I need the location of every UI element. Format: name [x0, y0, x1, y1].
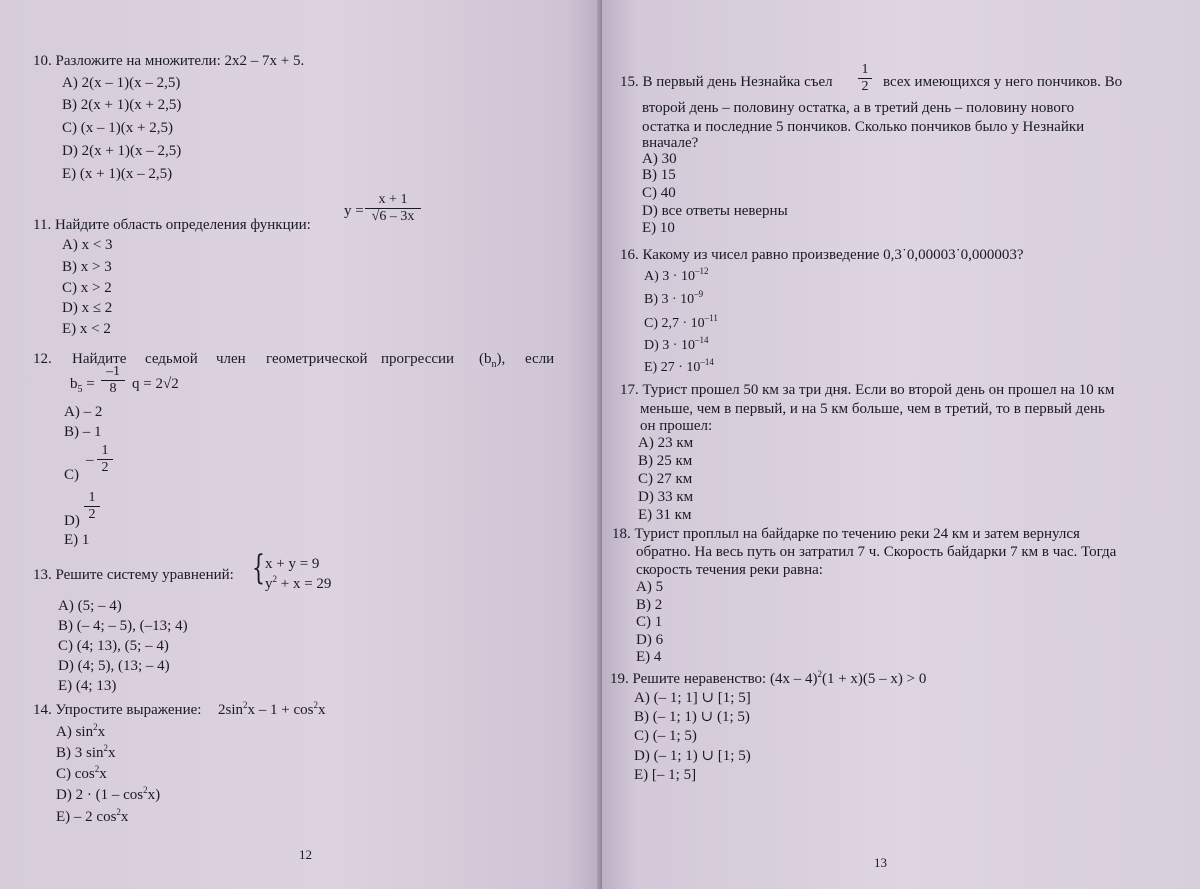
q11-formula-fraction — [365, 192, 421, 225]
q18-line-2: обратно. На весь путь он затратил 7 ч. Скорость байдарки 7 км в час. Тогда — [636, 544, 1117, 560]
q12-word-5: прогрессии — [381, 351, 455, 367]
q13-option-b: B) (– 4; – 5), (–13; 4) — [58, 618, 188, 634]
q12-ratio: q = 2√2 — [132, 376, 179, 392]
q12-option-a: A) – 2 — [64, 404, 103, 420]
q17-option-c: C) 27 км — [638, 471, 693, 487]
q14-option-c: C) $\cos^2x$ — [56, 764, 107, 782]
q15-line-1a: 15. В первый день Незнайка съел — [620, 74, 833, 90]
q12-option-c-numerator: 1 — [97, 443, 113, 460]
q19-option-b: B) (– 1; 1) ∪ (1; 5) — [634, 709, 750, 725]
q10-option-c: C) (x – 1)(x + 2,5) — [62, 120, 173, 136]
q19-option-a: A) (– 1; 1] ∪ [1; 5] — [634, 690, 751, 706]
q14-option-d: D) $2 \cdot (1 - \cos^2x)$ — [56, 785, 161, 803]
q12-number: 12. — [33, 351, 52, 367]
q19-option-d: D) (– 1; 1) ∪ [1; 5) — [634, 748, 751, 764]
q12-b5-lhs: $b_5$ = — [70, 376, 95, 395]
q11-option-c: C) x > 2 — [62, 280, 112, 296]
q12-word-3: член — [216, 351, 246, 367]
q17-option-d: D) 33 км — [638, 489, 694, 505]
q11-formula-lhs: y = — [344, 203, 364, 219]
q18-line-3: скорость течения реки равна: — [636, 562, 823, 578]
q14-option-b: B) 3 $\sin^2x$ — [56, 743, 116, 761]
q15-fraction — [858, 62, 872, 95]
q15-fraction-numerator: 1 — [858, 62, 872, 79]
q17-option-e: E) 31 км — [638, 507, 692, 523]
q10-option-e: E) (x + 1)(x – 2,5) — [62, 166, 173, 182]
q10-option-a: A) 2(x – 1)(x – 2,5) — [62, 75, 181, 91]
right-page — [602, 0, 1200, 889]
q12-option-d-denominator: 2 — [88, 507, 96, 522]
q16-option-a: A) $3 \cdot 10^{-12}$ — [644, 266, 709, 284]
q18-option-c: C) 1 — [636, 614, 663, 630]
q14-option-e: E) – 2 $\cos^2x$ — [56, 807, 129, 825]
q12-option-e: E) 1 — [64, 532, 90, 548]
q11-formula-denominator: √6 – 3x — [371, 209, 415, 224]
q15-option-d: D) все ответы неверны — [642, 203, 788, 219]
q15-line-1b: всех имеющихся у него пончиков. Во — [883, 74, 1123, 90]
q12-option-c-minus: – — [86, 452, 94, 468]
q18-option-e: E) 4 — [636, 649, 662, 665]
q11-option-a: A) x < 3 — [62, 237, 113, 253]
q16-option-d: D) $3 \cdot 10^{-14}$ — [644, 335, 709, 353]
q16-option-b: B) $3 \cdot 10^{-9}$ — [644, 289, 704, 307]
q12-option-b: B) – 1 — [64, 424, 102, 440]
q14-expression: $2\sin^2x - 1 + \cos^2x$ — [218, 700, 326, 718]
q15-line-4: вначале? — [642, 135, 699, 151]
q12-word-4: геометрической — [266, 351, 368, 367]
q13-title: 13. Решите систему уравнений: — [33, 567, 234, 583]
q17-line-2: меньше, чем в первый, и на 5 км больше, чем в третий, то в первый день — [640, 401, 1105, 417]
q19-option-c: C) (– 1; 5) — [634, 728, 697, 744]
q13-system-brace: { — [252, 548, 265, 588]
q17-option-a: A) 23 км — [638, 435, 694, 451]
q18-option-d: D) 6 — [636, 632, 664, 648]
q10-option-d: D) 2(x + 1)(x – 2,5) — [62, 143, 182, 159]
q13-option-e: E) (4; 13) — [58, 678, 117, 694]
q15-option-c: C) 40 — [642, 185, 676, 201]
q12-b5-fraction — [101, 364, 125, 397]
q13-equation-2: $y^2 + x = 29$ — [265, 574, 332, 592]
q14-option-a: A) $\sin^2x$ — [56, 722, 106, 740]
q12-b5-numerator: –1 — [101, 364, 125, 381]
q14-title: 14. Упростите выражение: — [33, 702, 202, 718]
q13-option-d: D) (4; 5), (13; – 4) — [58, 658, 170, 674]
q11-option-b: B) x > 3 — [62, 259, 112, 275]
q12-word-2: седьмой — [145, 351, 198, 367]
q10-option-b: B) 2(x + 1)(x + 2,5) — [62, 97, 182, 113]
q16-option-e: E) $27 \cdot 10^{-14}$ — [644, 357, 714, 375]
q12-option-d-letter: D) — [64, 513, 80, 529]
q15-option-b: B) 15 — [642, 167, 676, 183]
q19-title: 19. Решите неравенство: (4x – 4)$^2$(1 + x)(5 – x) > 0 — [610, 669, 927, 687]
q12-word-1: Найдите — [72, 351, 127, 367]
q12-option-c-fraction — [97, 443, 113, 476]
q12-word-if: если — [525, 351, 555, 367]
q15-line-3: остатка и последние 5 пончиков. Сколько пончиков было у Незнайки — [642, 119, 1085, 135]
q16-option-c: C) $2,7 \cdot 10^{-11}$ — [644, 313, 718, 331]
q10-title: 10. Разложите на множители: 2х2 – 7х + 5. — [33, 53, 305, 69]
q15-option-a: A) 30 — [642, 151, 677, 167]
q12-option-d-numerator: 1 — [84, 490, 100, 507]
q15-option-e: E) 10 — [642, 220, 675, 236]
q12-option-c-letter: C) — [64, 467, 79, 483]
page-number-left: 12 — [299, 847, 312, 862]
q19-option-e: E) [– 1; 5] — [634, 767, 697, 783]
q17-option-b: B) 25 км — [638, 453, 693, 469]
q17-line-3: он прошел: — [640, 418, 713, 434]
q18-option-a: A) 5 — [636, 579, 664, 595]
q12-b5-denominator: 8 — [109, 381, 117, 396]
q11-option-d: D) x ≤ 2 — [62, 300, 113, 316]
q12-option-c-denominator: 2 — [101, 460, 109, 475]
q15-line-2: второй день – половину остатка, а в третий день – половину нового — [642, 100, 1075, 116]
q18-option-b: B) 2 — [636, 597, 663, 613]
q16-title: 16. Какому из чисел равно произведение 0,3˙0,00003˙0,000003? — [620, 247, 1024, 263]
q13-equation-1: x + y = 9 — [265, 556, 320, 572]
q12-option-d-fraction — [84, 490, 100, 523]
q17-line-1: 17. Турист прошел 50 км за три дня. Если во второй день он прошел на 10 км — [620, 382, 1115, 398]
q11-title: 11. Найдите область определения функции: — [33, 217, 311, 233]
q13-option-c: C) (4; 13), (5; – 4) — [58, 638, 169, 654]
q12-sequence: $(b_n)$, — [479, 351, 506, 370]
q11-formula-numerator: x + 1 — [365, 192, 421, 209]
q18-line-1: 18. Турист проплыл на байдарке по течению реки 24 км и затем вернулся — [612, 526, 1080, 542]
q13-option-a: A) (5; – 4) — [58, 598, 122, 614]
page-number-right: 13 — [874, 855, 887, 870]
q15-fraction-denominator: 2 — [861, 79, 869, 94]
q11-option-e: E) x < 2 — [62, 321, 111, 337]
